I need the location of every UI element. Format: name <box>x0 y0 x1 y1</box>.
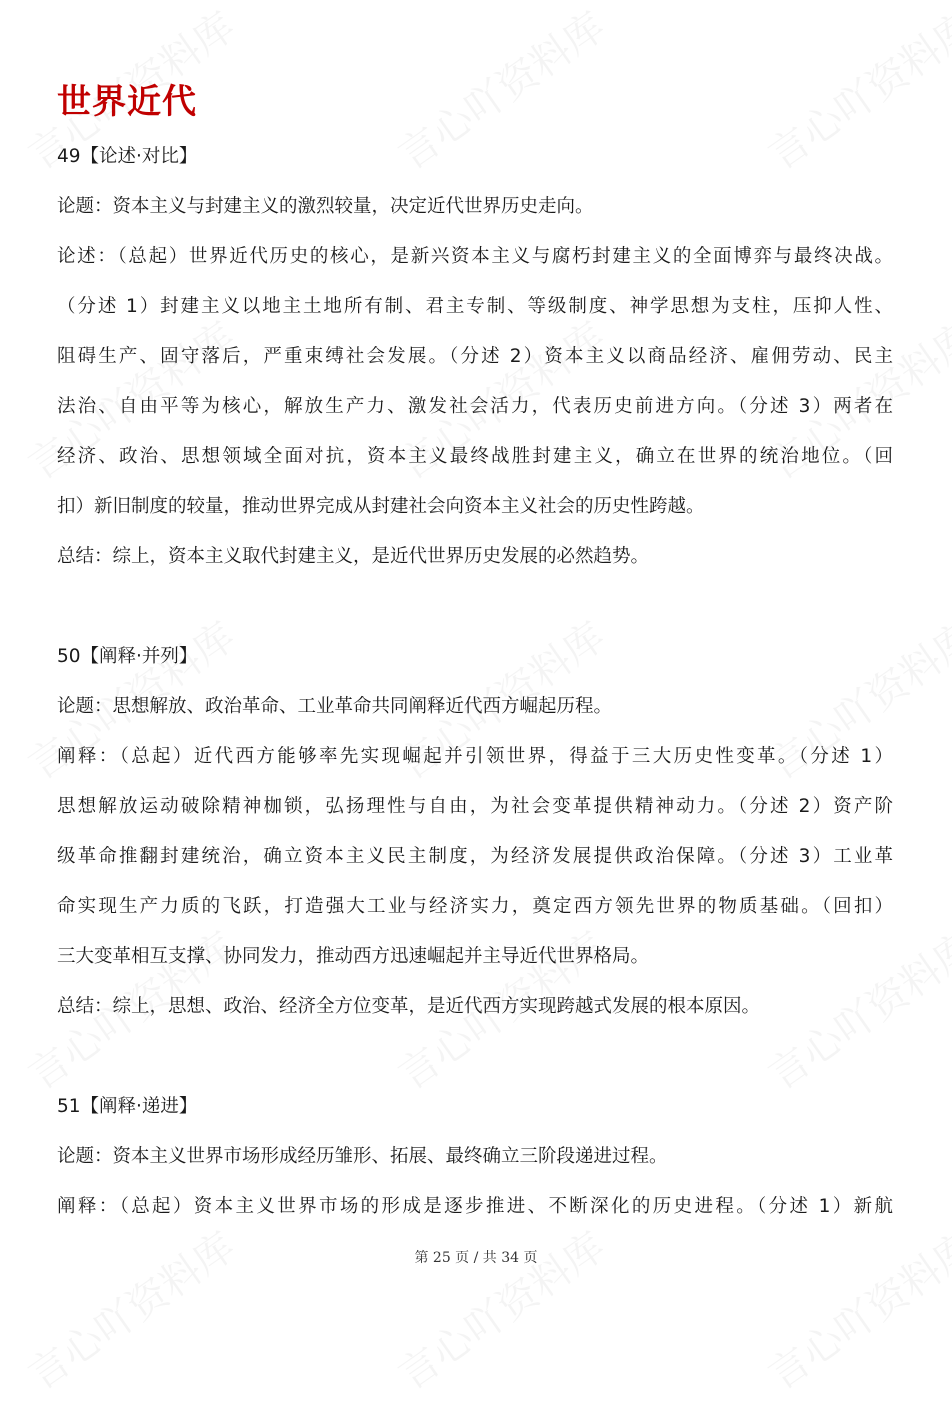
body-line: 阻碍生产、固守落后，严重束缚社会发展。（分述 2）资本主义以商品经济、雇佣劳动、民主 <box>57 346 893 367</box>
body-line: 扣）新旧制度的较量，推动世界完成从封建社会向资本主义社会的历史性跨越。 <box>57 496 705 517</box>
body-line: 论述：（总起）世界近代历史的核心，是新兴资本主义与腐朽封建主义的全面博弈与最终决战。 <box>57 246 893 267</box>
summary-line: 总结：综上，资本主义取代封建主义，是近代世界历史发展的必然趋势。 <box>57 546 650 567</box>
body-line: 经济、政治、思想领域全面对抗，资本主义最终战胜封建主义，确立在世界的统治地位。（回 <box>57 446 893 467</box>
section-heading: 49【论述·对比】 <box>57 146 198 167</box>
watermark-text <box>385 1216 614 1400</box>
summary-line: 总结：综上，思想、政治、经济全方位变革，是近代西方实现跨越式发展的根本原因。 <box>57 996 761 1017</box>
watermark-text <box>15 1216 244 1400</box>
watermark-text <box>755 1216 952 1400</box>
page-number: 第 25 页 / 共 34 页 <box>414 1250 538 1266</box>
topic-line: 论题：思想解放、政治革命、工业革命共同阐释近代西方崛起历程。 <box>57 696 613 717</box>
body-line: 思想解放运动破除精神枷锁，弘扬理性与自由，为社会变革提供精神动力。（分述 2）资产阶 <box>57 796 893 817</box>
body-line: 命实现生产力质的飞跃，打造强大工业与经济实力，奠定西方领先世界的物质基础。（回扣） <box>57 896 893 917</box>
section-heading: 50【阐释·并列】 <box>57 646 198 667</box>
body-line: 三大变革相互支撑、协同发力，推动西方迅速崛起并主导近代世界格局。 <box>57 946 650 967</box>
body-line: 阐释：（总起）资本主义世界市场的形成是逐步推进、不断深化的历史进程。（分述 1）新航 <box>57 1196 893 1217</box>
body-line: 级革命推翻封建统治，确立资本主义民主制度，为经济发展提供政治保障。（分述 3）工业革 <box>57 846 893 867</box>
section-heading: 51【阐释·递进】 <box>57 1096 198 1117</box>
body-line: （分述 1）封建主义以地主土地所有制、君主专制、等级制度、神学思想为支柱，压抑人性、 <box>57 296 893 317</box>
page-title: 世界近代 <box>57 82 197 122</box>
body-line: 阐释：（总起）近代西方能够率先实现崛起并引领世界，得益于三大历史性变革。（分述 1） <box>57 746 893 767</box>
topic-line: 论题：资本主义与封建主义的激烈较量，决定近代世界历史走向。 <box>57 196 594 217</box>
body-line: 法治、自由平等为核心，解放生产力、激发社会活力，代表历史前进方向。（分述 3）两者在 <box>57 396 893 417</box>
topic-line: 论题：资本主义世界市场形成经历雏形、拓展、最终确立三阶段递进过程。 <box>57 1146 668 1167</box>
